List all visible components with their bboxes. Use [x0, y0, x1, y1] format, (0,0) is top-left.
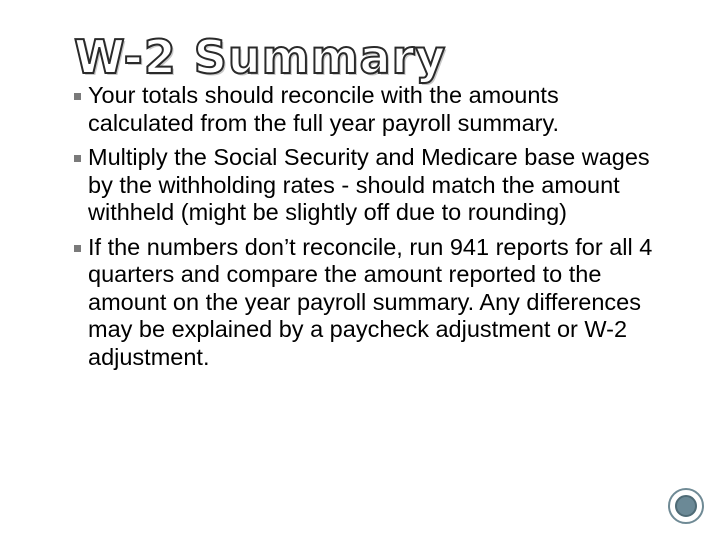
- bullet-item: [74, 82, 664, 137]
- square-bullet-icon: [74, 245, 81, 252]
- bullet-text: Your totals should reconcile with the amounts calculated from the full year payroll summary.: [88, 82, 560, 136]
- bullet-text: If the numbers don’t reconcile, run 941 reports for all 4 quarters and compare the amount reported to the amount on the year payroll summary. Any differences may be explained by a paycheck adjustment or W-2 adjustment.: [88, 233, 653, 370]
- bullet-text: Multiply the Social Security and Medicare base wages by the withholding rates - should match the amount withheld (might be slightly off due to rounding): [88, 144, 650, 225]
- slide-title: W-2 Summary: [74, 30, 447, 84]
- bullet-item: [74, 234, 664, 372]
- square-bullet-icon: [74, 93, 81, 100]
- square-bullet-icon: [74, 155, 81, 162]
- bullet-item: [74, 144, 664, 227]
- navigation-button[interactable]: [668, 488, 704, 524]
- bullet-list: [74, 82, 664, 378]
- circle-nav-icon: [675, 495, 697, 517]
